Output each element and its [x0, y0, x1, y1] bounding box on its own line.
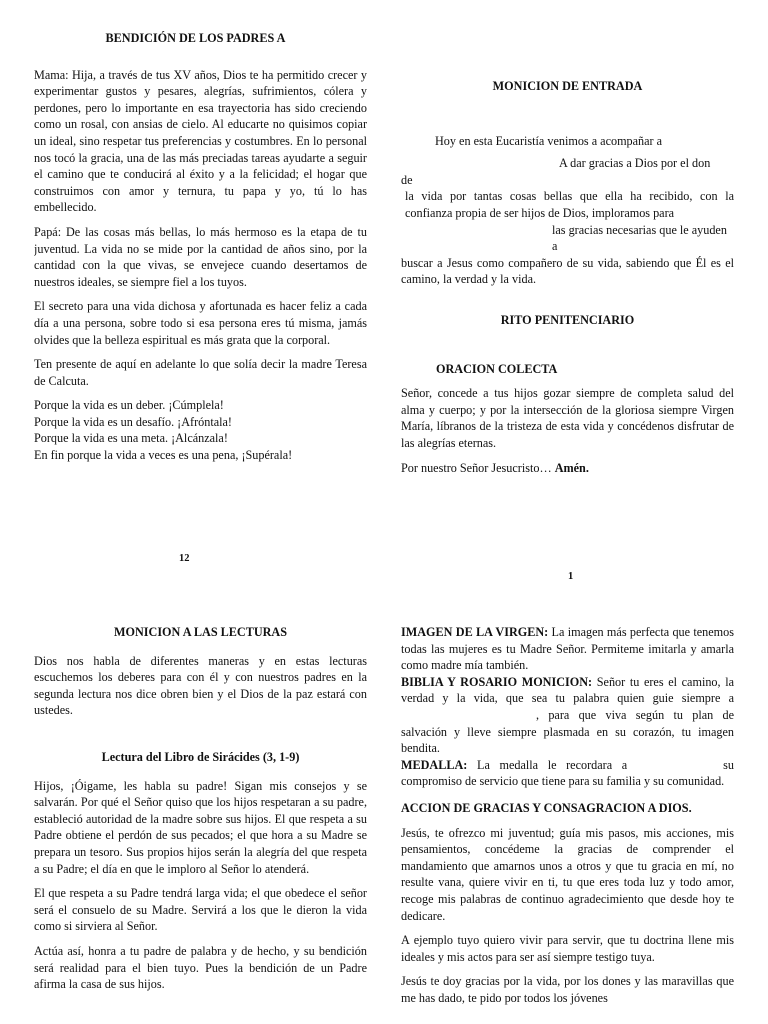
medalla-label: MEDALLA: — [401, 757, 468, 772]
biblia-text-2: , para que viva según tu plan de salvación y lleve siempre plasmada en su corazón, tu imagen bendita. — [401, 707, 734, 756]
verse-line: En fin porque la vida a veces es una pena, ¡Supérala! — [34, 448, 293, 463]
lecturas-intro: Dios nos habla de diferentes maneras y en estas lecturas escuchemos los deberes para con él y con nuestros padres en la segunda lectura nos dice obren bien y el Dios de la paz estará con ustedes. — [34, 653, 367, 718]
biblia-label: BIBLIA Y ROSARIO MONICION: — [401, 674, 593, 689]
oracion-text: Señor, concede a tus hijos gozar siempre de completa salud del alma y cuerpo; y por la intersección de la gloriosa siempre Virgen María, líbranos de la tristeza de esta vida y concédenos disfrutar de las alegrías eternas. — [401, 386, 734, 450]
bendicion-title: BENDICIÓN DE LOS PADRES A — [105, 31, 286, 45]
closing-line — [401, 460, 734, 477]
amen-text: Amén. — [554, 460, 589, 475]
intro-line: de — [401, 172, 413, 187]
verse-line: Porque la vida es un deber. ¡Cúmplela! — [34, 398, 224, 413]
papa-paragraph: Papá: De las cosas más bellas, lo más hermoso es la etapa de tu juventud. La vida no se mide por la cantidad de años sino, por la cantidad con la que vivas, se envejece cuando desertamos de nuestros ideales, se siempre fiel a los tuyos. — [34, 224, 367, 289]
verse-line: Porque la vida es una meta. ¡Alcánzala! — [34, 431, 228, 446]
lectura-p2: El que respeta a su Padre tendrá larga vida; el que obedece el señor será el consuelo de su Madre. Servirá a los que le dieron la vida como si sirviera al Señor. — [34, 886, 367, 934]
accion-p3: Jesús te doy gracias por la vida, por los dones y las maravillas que me has dado, te pido por todos los jóvenes — [401, 974, 734, 1005]
page-bottom-left — [34, 624, 367, 1024]
imagen-text: La imagen más perfecta que tenemos todas las mujeres es tu Madre Señor. Permiteme imitarla y amarla como madre mía también. — [401, 625, 734, 673]
page-top-left — [34, 30, 367, 580]
verse-line: Porque la vida es un desafío. ¡Afróntala! — [34, 414, 232, 429]
biblia-text: Señor tu eres el camino, la verdad y la vida, que sea tu palabra quien guie siempre a — [401, 674, 734, 706]
accion-p1: Jesús, te ofrezco mi juventud; guía mis pasos, mis acciones, mis pensamientos, concédeme la gracias de comprender el mandamiento que amarnos unos a otros y que tu gracia en mí, no resulte vana, quiere vivir en ti, tu que eres toda luz y todo amor, recoge mis palabras de continuo agradecimiento que desde hoy te dedicare. — [401, 825, 734, 923]
medalla-text-2: su compromiso de servicio que tiene para su familia y su comunidad. — [401, 757, 734, 789]
monicion-entrada-title: MONICION DE ENTRADA — [492, 79, 643, 93]
closing-text: Por nuestro Señor Jesucristo… — [401, 460, 552, 475]
secreto-paragraph: El secreto para una vida dichosa y afortunada es hacer feliz a cada día a una persona, sobre todo si esa persona eres tú misma, jamás olvides que la belleza espiritual es más grata que la corporal. — [34, 299, 367, 347]
verse-list — [34, 397, 367, 463]
page-bottom-right — [401, 624, 734, 1024]
entrada-body: la vida por tantas cosas bellas que ella ha recibido, con la confianza propia de ser hijos de Dios, imploramos para — [405, 189, 734, 220]
page-number: 12 — [179, 553, 190, 564]
lectura-p3: Actúa así, honra a tu padre de palabra y de hecho, y su bendición será realidad para el bien tuyo. Pues la bendición de un Padre afirma la casa de sus hijos. — [34, 943, 367, 992]
entrada-body-2: las gracias necesarias que le ayuden a — [552, 222, 727, 254]
page-top-right — [401, 78, 734, 598]
imagen-paragraph — [401, 624, 734, 674]
intro-line: Hoy en esta Eucaristía venimos a acompañar a — [435, 133, 663, 148]
monicion-lecturas-title: MONICION A LAS LECTURAS — [113, 625, 288, 639]
intro-line: A dar gracias a Dios por el don — [559, 156, 711, 171]
imagen-label: IMAGEN DE LA VIRGEN: — [401, 625, 549, 639]
medalla-text: La medalla le recordara a — [477, 757, 628, 772]
entrada-body-3: buscar a Jesus como compañero de su vida, sabiendo que Él es el camino, la verdad y la vida. — [401, 255, 734, 287]
accion-p2: A ejemplo tuyo quiero vivir para servir, que tu doctrina llene mis ideales y mis actos para ser así siempre testigo tuya. — [401, 933, 734, 964]
medalla-paragraph — [401, 757, 734, 790]
oracion-title: ORACION COLECTA — [436, 361, 558, 376]
accion-title: ACCION DE GRACIAS Y CONSAGRACION A DIOS. — [401, 800, 692, 815]
rito-title: RITO PENITENCIARIO — [500, 312, 635, 327]
page-number: 1 — [568, 571, 574, 582]
lectura-title: Lectura del Libro de Sirácides (3, 1-9) — [101, 749, 300, 764]
mama-paragraph: Mama: Hija, a través de tus XV años, Dios te ha permitido crecer y experimentar gustos y pesares, alegrías, sufrimientos, cólera y perdones, pero lo importante en esa trayectoria has sido creciendo como un rosal, con ansias de cielo. Al educarte no quisimos copiar un ideal, sino respetar tus preferencias y costumbres. En lo personal nos tocó la gracia, una de las más preciadas tareas ayudarte a seguir el camino que te conducirá al éxito y a la felicidad; el hogar que construimos con amor y ternura, tu papa y yo, tú lo has embellecido. — [34, 67, 367, 215]
biblia-paragraph — [401, 674, 734, 757]
teresa-paragraph: Ten presente de aquí en adelante lo que solía decir la madre Teresa de Calcuta. — [34, 357, 367, 388]
lectura-p1: Hijos, ¡Óigame, les habla su padre! Sigan mis consejos y se salvarán. Por qué el Señor quiso que los hijos respetaran a su padre, estableció autoridad de la madre sobre sus hijos. El que respeta a su Padre obtiene el perdón de sus pecados; el que hora a su Madre se prepara un tesoro. Sus propios hijos serán la alegría del que respeta a su Padre; el día en que le imploro al Señor lo atenderá. — [34, 778, 367, 876]
